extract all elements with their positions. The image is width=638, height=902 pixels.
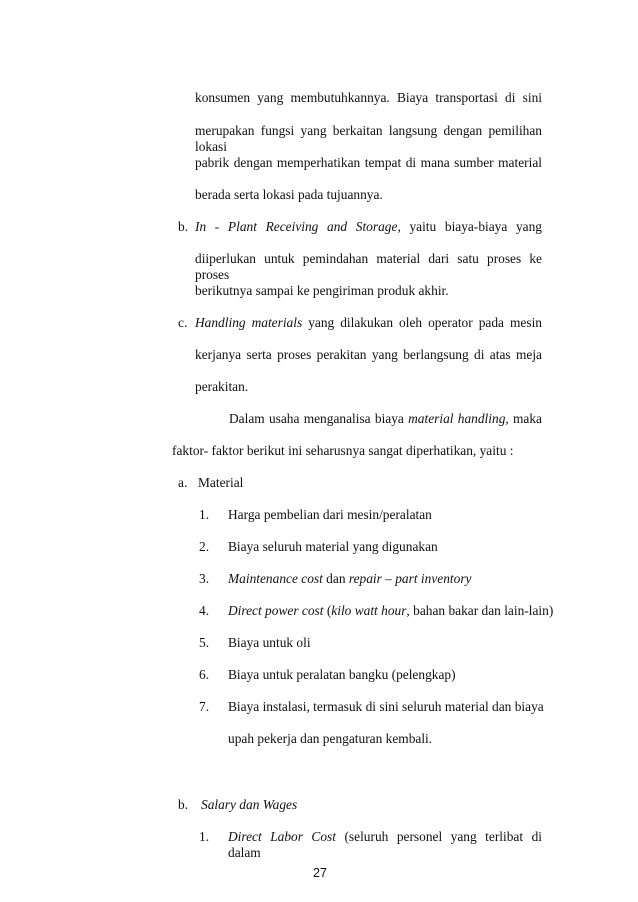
text-line [195,315,542,331]
text-line [195,219,542,235]
italic-term: Salary dan Wages [201,797,298,812]
text-line: diiperlukan untuk pemindahan material dari satu proses ke proses [195,251,542,282]
section-title: Material [198,475,244,490]
italic-term: Direct Labor Cost [228,829,336,844]
list-item [228,571,471,587]
list-marker: b. [178,219,189,234]
list-number: 4. [199,603,210,618]
list-number: 3. [199,571,210,586]
text-line: berada serta lokasi pada tujuannya. [195,187,383,202]
italic-term: material handling [408,411,506,426]
list-number: 7. [199,699,210,714]
italic-term: Direct power cost [228,603,324,618]
text-span: , maka [505,411,542,426]
text-span: ( [323,603,332,618]
italic-term: Handling materials [195,315,303,330]
list-item: Biaya instalasi, termasuk di sini seluruh material dan biaya [228,699,544,714]
list-item [228,829,542,861]
list-item: Biaya untuk peralatan bangku (pelengkap) [228,667,456,682]
text-span: dan [322,571,349,586]
text-line [229,411,542,427]
list-number: 1. [199,829,210,844]
italic-term: kilo watt hour [331,603,407,618]
section-marker: a. [178,475,188,490]
italic-term: repair – part inventory [348,571,472,586]
list-item-continuation: upah pekerja dan pengaturan kembali. [228,731,433,746]
text-span: yang dilakukan oleh operator pada mesin [302,315,542,330]
italic-term: In - Plant Receiving and Storage [195,219,398,234]
section-marker: b. [178,797,189,812]
list-number: 5. [199,635,210,650]
list-item [228,603,553,619]
text-span: Dalam usaha menganalisa biaya [229,411,409,426]
list-item: Biaya untuk oli [228,635,311,650]
text-span: , bahan bakar dan lain-lain) [406,603,554,618]
text-line: perakitan. [195,379,249,394]
section-title [201,797,297,813]
text-span: , yaitu biaya-biaya yang [397,219,543,234]
list-item: Biaya seluruh material yang digunakan [228,539,438,554]
list-number: 6. [199,667,210,682]
list-number: 2. [199,539,210,554]
text-line: kerjanya serta proses perakitan yang berlangsung di atas meja [195,347,542,362]
text-line: pabrik dengan memperhatikan tempat di mana sumber material [195,155,542,170]
text-line: berikutnya sampai ke pengiriman produk akhir. [195,283,449,298]
page-number: 27 [313,866,327,880]
text-line: konsumen yang membutuhkannya. Biaya transportasi di sini [195,90,542,105]
text-span: (seluruh personel yang terlibat di dalam [228,829,542,860]
text-line: faktor- faktor berikut ini seharusnya sangat diperhatikan, yaitu : [172,443,514,458]
list-item: Harga pembelian dari mesin/peralatan [228,507,432,522]
list-marker: c. [178,315,188,330]
italic-term: Maintenance cost [228,571,323,586]
text-line: merupakan fungsi yang berkaitan langsung dengan pemilihan lokasi [195,123,542,154]
list-number: 1. [199,507,210,522]
